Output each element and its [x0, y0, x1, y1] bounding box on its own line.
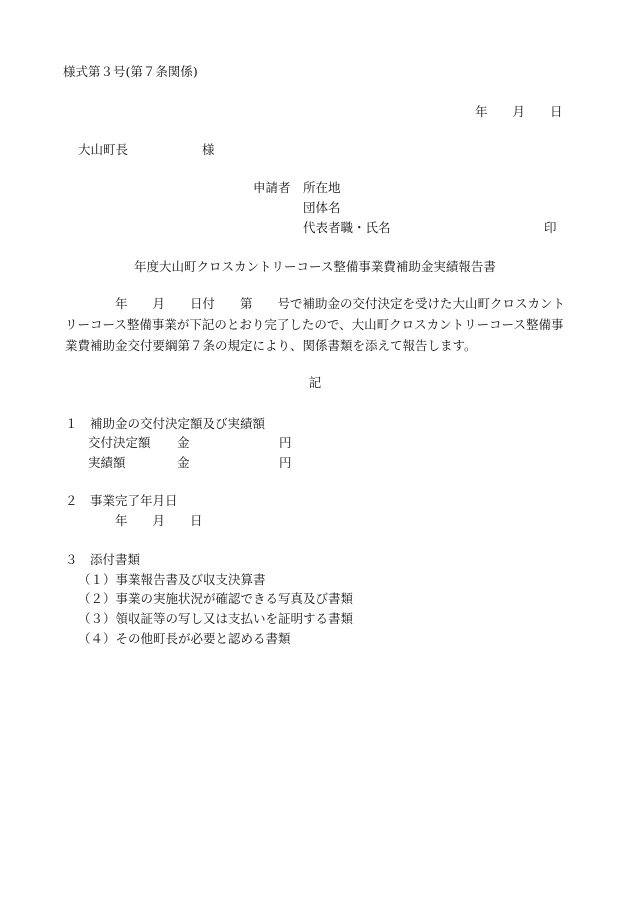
- attachment-item: （４）その他町長が必要と認める書類: [78, 631, 291, 646]
- section1-heading: １ 補助金の交付決定額及び実績額: [65, 416, 266, 431]
- applicant-label: 申請者: [253, 180, 291, 195]
- completion-date: 年 月 日: [115, 513, 203, 528]
- actual-amount-unit: 円: [279, 455, 292, 470]
- document-title: 年度大山町クロスカントリーコース整備事業費補助金実績報告書: [134, 259, 496, 274]
- grant-decision-currency: 金: [177, 435, 190, 450]
- submission-date: 年 月 日: [475, 104, 563, 119]
- attachment-item: （３）領収証等の写し又は支払いを証明する書類: [78, 611, 354, 626]
- actual-amount-label: 実績額: [88, 455, 126, 470]
- address-label: 所在地: [303, 180, 341, 195]
- attachment-item: （２）事業の実施状況が確認できる写真及び書類: [78, 591, 354, 606]
- attachment-item: （１）事業報告書及び収支決算書: [78, 572, 266, 587]
- addressee-name: 大山町長: [78, 142, 129, 157]
- ki-heading: 記: [308, 375, 322, 390]
- representative-label: 代表者職・氏名: [303, 220, 391, 235]
- seal-mark: 印: [544, 220, 557, 235]
- addressee-honorific: 様: [202, 142, 215, 157]
- grant-decision-unit: 円: [279, 435, 292, 450]
- organization-label: 団体名: [303, 200, 341, 215]
- body-line-1: 年 月 日付 第 号で補助金の交付決定を受けた大山町クロスカント: [115, 296, 566, 311]
- body-line-2: リーコース整備事業が下記のとおり完了したので、大山町クロスカントリーコース整備事: [65, 317, 564, 332]
- body-line-3: 業費補助金交付要綱第７条の規定により、関係書類を添えて報告します。: [65, 338, 477, 353]
- grant-decision-amount-label: 交付決定額: [88, 435, 151, 450]
- section3-heading: ３ 添付書類: [65, 552, 141, 567]
- actual-amount-currency: 金: [177, 455, 190, 470]
- form-number: 様式第３号(第７条関係): [63, 64, 198, 79]
- section2-heading: ２ 事業完了年月日: [65, 493, 178, 508]
